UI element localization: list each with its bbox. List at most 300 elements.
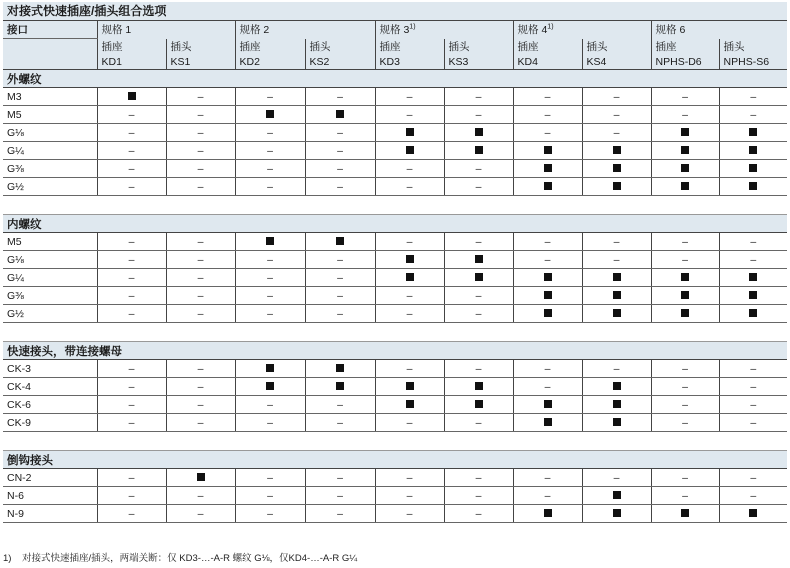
product-code: KD2 [235, 54, 305, 70]
unavailable-marker: – [406, 180, 413, 193]
available-marker [406, 382, 414, 390]
compat-cell [235, 233, 305, 251]
unavailable-marker: – [267, 162, 273, 175]
unavailable-marker: – [613, 90, 620, 103]
compat-cell [97, 88, 166, 106]
available-marker [544, 400, 552, 408]
compat-cell [719, 378, 787, 396]
available-marker [544, 418, 552, 426]
unavailable-marker: – [267, 507, 273, 520]
compat-cell [375, 142, 444, 160]
compat-cell [166, 160, 235, 178]
role-label: 插座 [375, 39, 444, 55]
compat-cell [166, 142, 235, 160]
size-header [513, 21, 651, 39]
available-marker [406, 400, 414, 408]
unavailable-marker: – [475, 235, 482, 248]
compat-cell [305, 269, 375, 287]
size-note: 1) [409, 23, 416, 31]
role-label: 插座 [651, 39, 719, 55]
unavailable-marker: – [337, 126, 343, 139]
available-marker [613, 164, 621, 172]
unavailable-marker: – [197, 162, 204, 175]
unavailable-marker: – [128, 253, 135, 266]
port-label: CK-6 [3, 396, 97, 414]
compat-cell [305, 142, 375, 160]
compat-cell [305, 396, 375, 414]
product-code: KS2 [305, 54, 375, 70]
port-label: G⅜ [3, 160, 97, 178]
unavailable-marker: – [197, 307, 204, 320]
unavailable-marker: – [682, 380, 688, 393]
unavailable-marker: – [197, 362, 204, 375]
compat-cell [375, 124, 444, 142]
table-title: 对接式快速插座/插头组合选项 [3, 2, 787, 21]
compat-cell [166, 178, 235, 196]
port-label: CK-4 [3, 378, 97, 396]
unavailable-marker: – [406, 362, 413, 375]
role-label: 插头 [166, 39, 235, 55]
compat-cell [582, 414, 651, 432]
unavailable-marker: – [197, 180, 204, 193]
compat-cell [235, 251, 305, 269]
unavailable-marker: – [197, 289, 204, 302]
compat-cell [444, 269, 513, 287]
table-row [3, 396, 787, 414]
compat-cell [375, 178, 444, 196]
compat-cell [235, 160, 305, 178]
unavailable-marker: – [544, 471, 551, 484]
compat-cell [97, 469, 166, 487]
unavailable-marker: – [682, 235, 688, 248]
size-header [97, 21, 235, 39]
unavailable-marker: – [128, 307, 135, 320]
compat-cell [166, 396, 235, 414]
section-header [3, 342, 787, 360]
compat-cell [582, 287, 651, 305]
unavailable-marker: – [267, 416, 273, 429]
unavailable-marker: – [267, 471, 273, 484]
unavailable-marker: – [682, 471, 688, 484]
unavailable-marker: – [682, 398, 688, 411]
compat-cell [651, 178, 719, 196]
compat-cell [444, 360, 513, 378]
table-row [3, 287, 787, 305]
compat-cell [582, 106, 651, 124]
compat-cell [97, 487, 166, 505]
combination-table-panel [3, 2, 787, 523]
compat-cell [719, 269, 787, 287]
available-marker [613, 509, 621, 517]
unavailable-marker: – [406, 489, 413, 502]
compat-cell [305, 160, 375, 178]
product-code: NPHS-D6 [651, 54, 719, 70]
compat-cell [444, 124, 513, 142]
unavailable-marker: – [475, 180, 482, 193]
compat-cell [651, 396, 719, 414]
available-marker [336, 364, 344, 372]
compat-cell [235, 269, 305, 287]
unavailable-marker: – [267, 144, 273, 157]
available-marker [475, 400, 483, 408]
compat-cell [375, 360, 444, 378]
section-title: 内螺纹 [3, 215, 787, 233]
unavailable-marker: – [197, 489, 204, 502]
available-marker [544, 273, 552, 281]
compat-cell [166, 106, 235, 124]
compat-cell [513, 251, 582, 269]
compat-cell [305, 505, 375, 523]
unavailable-marker: – [544, 489, 551, 502]
compat-cell [375, 505, 444, 523]
unavailable-marker: – [337, 180, 343, 193]
available-marker [681, 182, 689, 190]
unavailable-marker: – [197, 398, 204, 411]
compat-cell [305, 360, 375, 378]
product-code: KD1 [97, 54, 166, 70]
compat-cell [375, 269, 444, 287]
compat-cell [305, 88, 375, 106]
unavailable-marker: – [337, 90, 343, 103]
table-row [3, 378, 787, 396]
unavailable-marker: – [337, 471, 343, 484]
compat-cell [235, 178, 305, 196]
compat-cell [235, 88, 305, 106]
compat-cell [513, 360, 582, 378]
compat-cell [444, 414, 513, 432]
compat-cell [651, 469, 719, 487]
compat-cell [513, 414, 582, 432]
table-row [3, 305, 787, 323]
unavailable-marker: – [682, 108, 688, 121]
compat-cell [582, 142, 651, 160]
compat-cell [97, 269, 166, 287]
table-row [3, 160, 787, 178]
compat-cell [651, 251, 719, 269]
compat-cell [235, 305, 305, 323]
unavailable-marker: – [128, 380, 135, 393]
compat-cell [235, 505, 305, 523]
unavailable-marker: – [128, 126, 135, 139]
unavailable-marker: – [128, 235, 135, 248]
port-header-spacer [3, 54, 97, 70]
unavailable-marker: – [337, 307, 343, 320]
port-label: G⅛ [3, 251, 97, 269]
unavailable-marker: – [613, 235, 620, 248]
unavailable-marker: – [197, 108, 204, 121]
unavailable-marker: – [544, 253, 551, 266]
compat-cell [97, 124, 166, 142]
available-marker [475, 255, 483, 263]
unavailable-marker: – [267, 271, 273, 284]
unavailable-marker: – [475, 416, 482, 429]
compat-cell [375, 469, 444, 487]
compat-cell [375, 251, 444, 269]
compat-cell [719, 287, 787, 305]
size-note: 1) [547, 23, 554, 31]
available-marker [613, 182, 621, 190]
available-marker [613, 491, 621, 499]
compat-cell [97, 106, 166, 124]
unavailable-marker: – [197, 126, 204, 139]
compat-cell [97, 396, 166, 414]
size-header [235, 21, 375, 39]
unavailable-marker: – [406, 471, 413, 484]
unavailable-marker: – [475, 162, 482, 175]
unavailable-marker: – [267, 90, 273, 103]
unavailable-marker: – [337, 416, 343, 429]
port-label: N-9 [3, 505, 97, 523]
available-marker [544, 182, 552, 190]
unavailable-marker: – [197, 416, 204, 429]
unavailable-marker: – [267, 253, 273, 266]
compat-cell [582, 487, 651, 505]
compat-cell [444, 88, 513, 106]
available-marker [475, 273, 483, 281]
compat-cell [375, 88, 444, 106]
combination-table [3, 21, 787, 523]
compat-cell [513, 469, 582, 487]
available-marker [266, 110, 274, 118]
compat-cell [651, 142, 719, 160]
product-code: KD3 [375, 54, 444, 70]
unavailable-marker: – [406, 162, 413, 175]
available-marker [544, 164, 552, 172]
available-marker [681, 309, 689, 317]
compat-cell [719, 396, 787, 414]
unavailable-marker: – [475, 471, 482, 484]
available-marker [749, 273, 757, 281]
port-label: CK-9 [3, 414, 97, 432]
port-label: M3 [3, 88, 97, 106]
compat-cell [719, 469, 787, 487]
unavailable-marker: – [406, 507, 413, 520]
unavailable-marker: – [613, 253, 620, 266]
compat-cell [444, 469, 513, 487]
compat-cell [582, 396, 651, 414]
compat-cell [651, 360, 719, 378]
port-label: G⅜ [3, 287, 97, 305]
compat-cell [305, 287, 375, 305]
unavailable-marker: – [197, 235, 204, 248]
compat-cell [166, 251, 235, 269]
unavailable-marker: – [128, 271, 135, 284]
available-marker [336, 382, 344, 390]
unavailable-marker: – [267, 126, 273, 139]
unavailable-marker: – [337, 162, 343, 175]
product-code: KS3 [444, 54, 513, 70]
unavailable-marker: – [750, 90, 757, 103]
compat-cell [582, 305, 651, 323]
port-label: CK-3 [3, 360, 97, 378]
port-label: N-6 [3, 487, 97, 505]
compat-cell [166, 414, 235, 432]
port-label: G½ [3, 305, 97, 323]
unavailable-marker: – [750, 362, 757, 375]
unavailable-marker: – [682, 489, 688, 502]
compat-cell [97, 305, 166, 323]
available-marker [266, 364, 274, 372]
compat-cell [651, 124, 719, 142]
compat-cell [375, 287, 444, 305]
compat-cell [97, 142, 166, 160]
available-marker [681, 164, 689, 172]
table-row [3, 487, 787, 505]
compat-cell [97, 287, 166, 305]
footnote-text: 对接式快速插座/插头，两端关断：仅 KD3-…-A-R 螺纹 G⅛，仅KD4-…-A-R G¼ [22, 553, 358, 564]
unavailable-marker: – [128, 362, 135, 375]
compat-cell [444, 251, 513, 269]
header-row-sizes [3, 21, 787, 39]
compat-cell [719, 414, 787, 432]
unavailable-marker: – [475, 507, 482, 520]
compat-cell [719, 124, 787, 142]
available-marker [613, 400, 621, 408]
available-marker [406, 128, 414, 136]
table-row [3, 124, 787, 142]
role-label: 插座 [513, 39, 582, 55]
available-marker [749, 309, 757, 317]
compat-cell [235, 396, 305, 414]
compat-cell [582, 88, 651, 106]
table-row [3, 106, 787, 124]
compat-cell [166, 469, 235, 487]
available-marker [475, 382, 483, 390]
compat-cell [305, 178, 375, 196]
unavailable-marker: – [128, 289, 135, 302]
available-marker [475, 128, 483, 136]
compat-cell [651, 269, 719, 287]
role-label: 插头 [719, 39, 787, 55]
unavailable-marker: – [267, 489, 273, 502]
compat-cell [235, 360, 305, 378]
unavailable-marker: – [475, 289, 482, 302]
size-label: 规格 4 [517, 24, 548, 37]
port-label: G¼ [3, 142, 97, 160]
unavailable-marker: – [406, 416, 413, 429]
unavailable-marker: – [197, 380, 204, 393]
compat-cell [305, 487, 375, 505]
available-marker [681, 128, 689, 136]
compat-cell [166, 487, 235, 505]
available-marker [613, 273, 621, 281]
section-header [3, 70, 787, 88]
compat-cell [719, 360, 787, 378]
compat-cell [582, 360, 651, 378]
unavailable-marker: – [750, 380, 757, 393]
compat-cell [444, 233, 513, 251]
section-title: 外螺纹 [3, 70, 787, 88]
section-header [3, 215, 787, 233]
compat-cell [444, 160, 513, 178]
unavailable-marker: – [544, 235, 551, 248]
compat-cell [444, 396, 513, 414]
unavailable-marker: – [750, 253, 757, 266]
compat-cell [651, 88, 719, 106]
compat-cell [166, 88, 235, 106]
compat-cell [651, 414, 719, 432]
available-marker [613, 291, 621, 299]
compat-cell [513, 88, 582, 106]
section-title: 快速接头，带连接螺母 [3, 342, 787, 360]
compat-cell [305, 414, 375, 432]
available-marker [613, 382, 621, 390]
compat-cell [305, 378, 375, 396]
role-label: 插头 [305, 39, 375, 55]
compat-cell [513, 396, 582, 414]
unavailable-marker: – [128, 507, 135, 520]
available-marker [406, 273, 414, 281]
unavailable-marker: – [337, 289, 343, 302]
compat-cell [582, 269, 651, 287]
unavailable-marker: – [128, 398, 135, 411]
compat-cell [305, 251, 375, 269]
compat-cell [719, 160, 787, 178]
compat-cell [513, 269, 582, 287]
available-marker [613, 309, 621, 317]
available-marker [681, 146, 689, 154]
table-row [3, 414, 787, 432]
header-row-roles [3, 39, 787, 55]
size-label: 规格 3 [379, 24, 410, 37]
size-label: 规格 6 [655, 24, 686, 37]
compat-cell [375, 378, 444, 396]
table-row [3, 505, 787, 523]
unavailable-marker: – [475, 362, 482, 375]
compat-cell [97, 414, 166, 432]
available-marker [681, 509, 689, 517]
footnote [3, 550, 357, 564]
compat-cell [651, 160, 719, 178]
port-label: M5 [3, 233, 97, 251]
compat-cell [513, 178, 582, 196]
unavailable-marker: – [750, 416, 757, 429]
compat-cell [582, 469, 651, 487]
compat-cell [719, 88, 787, 106]
compat-cell [582, 233, 651, 251]
unavailable-marker: – [750, 235, 757, 248]
compat-cell [651, 106, 719, 124]
compat-cell [719, 487, 787, 505]
compat-cell [97, 360, 166, 378]
compat-cell [651, 487, 719, 505]
unavailable-marker: – [406, 108, 413, 121]
compat-cell [444, 178, 513, 196]
compat-cell [719, 251, 787, 269]
compat-cell [444, 305, 513, 323]
compat-cell [375, 233, 444, 251]
compat-cell [375, 106, 444, 124]
unavailable-marker: – [197, 253, 204, 266]
unavailable-marker: – [475, 307, 482, 320]
unavailable-marker: – [544, 126, 551, 139]
unavailable-marker: – [750, 398, 757, 411]
available-marker [406, 255, 414, 263]
compat-cell [582, 124, 651, 142]
compat-cell [513, 487, 582, 505]
compat-cell [97, 233, 166, 251]
unavailable-marker: – [613, 108, 620, 121]
compat-cell [235, 414, 305, 432]
unavailable-marker: – [197, 271, 204, 284]
unavailable-marker: – [750, 471, 757, 484]
compat-cell [235, 378, 305, 396]
unavailable-marker: – [475, 489, 482, 502]
unavailable-marker: – [337, 271, 343, 284]
unavailable-marker: – [197, 90, 204, 103]
available-marker [406, 146, 414, 154]
available-marker [613, 418, 621, 426]
